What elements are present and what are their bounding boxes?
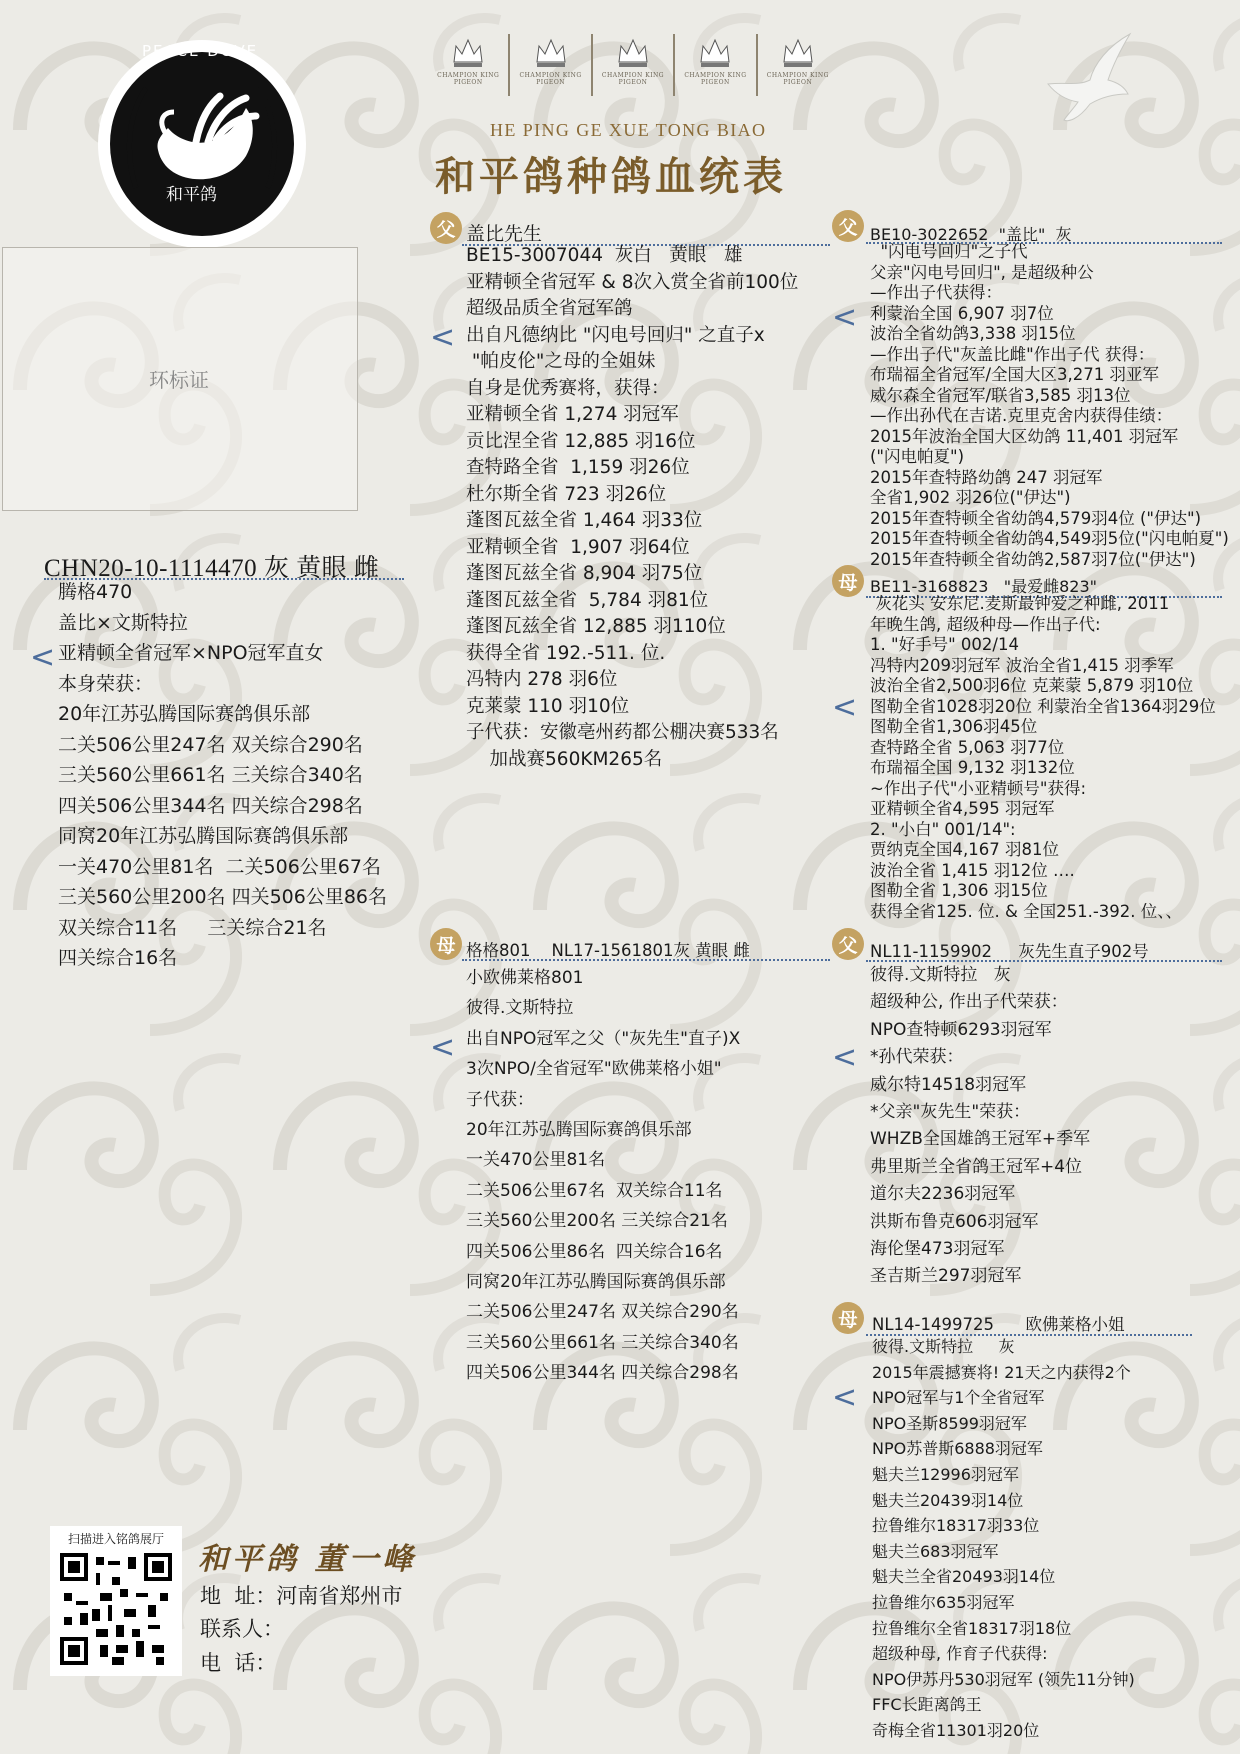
crown-item (758, 34, 838, 96)
page-title: 和平鸽种鸽血统表 (435, 153, 787, 200)
crown-item (675, 34, 757, 96)
dam-sire-line: 洪斯布鲁克606羽冠军 (870, 1211, 1039, 1232)
crown-item (593, 34, 675, 96)
dam-line: 子代获： (466, 1089, 534, 1110)
dam-dam-header: NL14-1499725 欧佛莱格小姐 (872, 1315, 1125, 1334)
dam-sire-line: 彼得.文斯特拉 灰 (870, 965, 1011, 985)
bracket-dam-sire: < (832, 1040, 858, 1075)
sire-sire-badge: 父 (832, 210, 864, 242)
sire-dam-line: 冯特内209羽冠军 波治全省1,415 羽季军 (870, 655, 1174, 675)
sire-line: 蓬图瓦兹全省 1,464 羽33位 (466, 510, 703, 531)
sire-line: 蓬图瓦兹全省 12,885 羽110位 (466, 616, 726, 637)
dam-sire-line: 海伦堡473羽冠军 (870, 1239, 1005, 1260)
sire-line: BE15-3007044 灰白 黄眼 雄 (466, 245, 743, 266)
pigeon-line: 三关560公里661名 三关综合340名 (58, 764, 363, 786)
pigeon-line: 二关506公里247名 双关综合290名 (58, 733, 363, 756)
dam-dam-line: FFC长距离鸽王 (872, 1695, 982, 1715)
dam-line: 二关506公里67名 双关综合11名 (466, 1180, 723, 1201)
dam-info (466, 963, 740, 1389)
sire-sire-info (870, 242, 1229, 570)
sire-dam-line: ~作出子代"小亚精顿号"获得: (870, 778, 1087, 798)
pigeon-line: 本身荣获： (58, 672, 154, 695)
sire-sire-line: 利蒙治全国 6,907 羽7位 (870, 303, 1054, 323)
sire-dam-info (870, 594, 1216, 922)
sire-line: 出自凡德纳比 "闪电号回归" 之直子x (466, 324, 765, 346)
dam-line: 四关506公里86名 四关综合16名 (466, 1241, 723, 1262)
dam-dam-line: 拉鲁维尔全省18317羽18位 (872, 1618, 1072, 1638)
crown-caption: CHAMPION KING PIGEON (766, 72, 829, 86)
sire-dam-header: BE11-3168823 "最爱雌823" (870, 577, 1097, 596)
sire-line: 查特路全省 1,159 羽26位 (466, 457, 690, 478)
sire-line: 超级品质全省冠军鸽 (466, 298, 633, 319)
bracket-left: < (30, 640, 56, 675)
crown-caption: CHAMPION KING PIGEON (519, 72, 582, 86)
pigeon-info (58, 577, 387, 974)
dam-sire-info (870, 962, 1090, 1291)
dam-sire-line: NPO查特顿6293羽冠军 (870, 1019, 1052, 1040)
dam-line: 一关470公里81名 (466, 1150, 606, 1171)
dam-dam-line: NPO苏普斯6888羽冠军 (872, 1439, 1043, 1459)
dam-line: 20年江苏弘腾国际赛鸽俱乐部 (466, 1120, 692, 1141)
footer-address: 地 址：河南省郑州市 (200, 1584, 403, 1608)
crown-icon (448, 34, 488, 70)
crown-caption: CHAMPION KING PIGEON (601, 72, 665, 86)
sire-dam-line: 波治全省2,500羽6位 克莱蒙 5,879 羽10位 (870, 676, 1194, 695)
footer-phone: 电 话： (200, 1651, 277, 1675)
dam-dam-line: 魁夫兰12996羽冠军 (872, 1464, 1019, 1484)
dam-line: 同窝20年江苏弘腾国际赛鸽俱乐部 (466, 1272, 726, 1293)
sire-line: 自身是优秀赛将，获得： (466, 377, 670, 399)
dam-sire-header: NL11-1159902 灰先生直子902号 (870, 942, 1149, 961)
sire-name: 盖比先生 (466, 223, 543, 245)
dam-dam-line: 彼得.文斯特拉 灰 (872, 1337, 1015, 1356)
sire-dam-line: 图勒全省 1,306 羽15位 (870, 881, 1048, 900)
crown-icon (695, 34, 735, 70)
dam-dam-line: 2015年震撼赛将! 21天之内获得2个 (872, 1362, 1131, 1382)
pigeon-line: 一关470公里81名 二关506公里67名 (58, 855, 381, 878)
dam-underline (462, 959, 830, 961)
dam-sire-line: 圣吉斯兰297羽冠军 (870, 1266, 1022, 1287)
sire-line: 贡比涅全省 12,885 羽16位 (466, 430, 696, 452)
sire-line: 亚精顿全省 1,907 羽64位 (466, 536, 690, 558)
dam-sire-badge: 父 (832, 928, 864, 960)
dam-sire-line: *孙代荣获： (870, 1047, 964, 1068)
dam-line: 小欧佛莱格801 (466, 968, 584, 988)
bracket-sire-dam: < (832, 690, 858, 725)
sire-dam-line: 2. "小白" 001/14": (870, 819, 1016, 839)
sire-dam-line: 查特路全省 5,063 羽77位 (870, 737, 1065, 757)
sire-sire-line: "闪电号回归"之子代 (870, 242, 1028, 261)
sire-line: 获得全省 192.-511. 位. (466, 642, 666, 664)
sire-sire-line: 威尔森全省冠军/联省3,585 羽13位 (870, 385, 1131, 405)
sire-dam-line: 年晚生鸽, 超级种母—作出子代: (870, 614, 1101, 634)
sire-line: 加战赛560KM265名 (466, 748, 663, 770)
sire-dam-line: 获得全省125. 位. & 全国251.-392. 位、、 (870, 901, 1183, 921)
sire-dam-line: 图勒全省1,306羽45位 (870, 717, 1038, 736)
sire-badge: 父 (430, 212, 462, 244)
sire-sire-line: 布瑞福全省冠军/全国大区3,271 羽亚军 (870, 365, 1160, 384)
footer-breeder-name: 和平鸽 董一峰 (198, 1542, 417, 1577)
dam-dam-line: NPO圣斯8599羽冠军 (872, 1413, 1027, 1433)
sire-sire-line: 2015年波治全国大区幼鸽 11,401 羽冠军 (870, 426, 1179, 446)
sire-dam-line: 灰花头 安东尼.麦斯最钟爱之种雌, 2011 (870, 594, 1170, 613)
dam-dam-line: NPO伊苏丹530羽冠军 (领先11分钟) (872, 1669, 1135, 1689)
sire-dam-line: 波治全省 1,415 羽12位 …. (870, 860, 1075, 880)
sire-line: 杜尔斯全省 723 羽26位 (466, 483, 667, 505)
logo-ring-text: PEACE DOVE (142, 42, 259, 60)
ring-certificate-label: 环标证 (149, 368, 209, 392)
dam-line: 四关506公里344名 四关综合298名 (466, 1363, 739, 1384)
sire-sire-line: 2015年查特顿全省幼鸽2,587羽7位("伊达") (870, 549, 1196, 569)
sire-sire-line: —作出子代获得： (870, 283, 1002, 302)
bracket-dam: < (430, 1030, 456, 1065)
pigeon-line: 20年江苏弘腾国际赛鸽俱乐部 (58, 703, 311, 725)
sire-sire-line: 全省1,902 羽26位("伊达") (870, 488, 1071, 507)
dam-dam-line: 魁夫兰全省20493羽14位 (872, 1567, 1056, 1587)
crown-icon (613, 34, 653, 70)
crown-caption: CHAMPION KING PIGEON (437, 72, 500, 86)
dam-dam-line: 拉鲁维尔18317羽33位 (872, 1516, 1040, 1536)
dam-dam-line: 拉鲁维尔635羽冠军 (872, 1592, 1015, 1612)
pigeon-id: CHN20-10-1114470 灰 黄眼 雌 (44, 555, 380, 582)
sire-sire-line: 2015年查特顿全省幼鸽4,579羽4位 ("伊达") (870, 508, 1202, 528)
dam-dam-line: 超级种母, 作育子代获得: (872, 1644, 1048, 1664)
sire-sire-header: BE10-3022652 "盖比" 灰 (870, 225, 1072, 244)
dam-sire-line: WHZB全国雄鸽王冠军+季军 (870, 1129, 1091, 1150)
dam-sire-line: 威尔特14518羽冠军 (870, 1074, 1027, 1095)
dam-line: 出自NPO冠军之父（"灰先生"直子)X (466, 1028, 741, 1049)
crown-icon (778, 34, 818, 70)
sire-sire-line: 父亲"闪电号回归", 是超级种公 (870, 262, 1094, 282)
sire-line: 亚精顿全省冠军 & 8次入赏全省前100位 (466, 271, 799, 293)
sire-dam-line: 图勒全省1028羽20位 利蒙治全省1364羽29位 (870, 696, 1216, 716)
sire-sire-line: ("闪电帕夏") (870, 447, 965, 466)
sire-sire-line: —作出子代"灰盖比雌"作出子代 获得： (870, 344, 1155, 364)
bracket-sire: < (430, 320, 456, 355)
dam-sire-line: 弗里斯兰全省鸽王冠军+4位 (870, 1156, 1083, 1177)
dam-line: 3次NPO/全省冠军"欧佛莱格小姐" (466, 1059, 722, 1080)
sire-sire-line: 2015年查特路幼鸽 247 羽冠军 (870, 467, 1103, 487)
pigeon-line: 双关综合11名 三关综合21名 (58, 916, 327, 939)
pigeon-line: 三关560公里200名 四关506公里86名 (58, 886, 388, 908)
dam-header: 格格801 NL17-1561801灰 黄眼 雌 (466, 941, 750, 960)
crown-item (510, 34, 592, 96)
crown-caption: CHAMPION KING PIGEON (684, 72, 747, 86)
peace-dove-logo (96, 38, 308, 250)
dam-badge: 母 (430, 928, 462, 960)
sire-dam-line: 贾纳克全国4,167 羽81位 (870, 840, 1059, 859)
dam-sire-line: *父亲"灰先生"荣获： (870, 1102, 1031, 1123)
pigeon-line: 腾格470 (58, 581, 133, 603)
pigeon-line: 亚精顿全省冠军×NPO冠军直女 (58, 642, 324, 664)
crown-item (428, 34, 510, 96)
sire-line: 蓬图瓦兹全省 8,904 羽75位 (466, 563, 703, 584)
dam-dam-line: 奇梅全省11301羽20位 (872, 1720, 1040, 1740)
dam-dam-line: NPO冠军与1个全省冠军 (872, 1388, 1045, 1408)
dam-sire-line: 超级种公, 作出子代荣获： (870, 992, 1068, 1013)
logo-cn-text: 和平鸽 (166, 185, 217, 205)
dam-line: 三关560公里661名 三关综合340名 (466, 1332, 739, 1353)
sire-line: 克莱蒙 110 羽10位 (466, 695, 630, 717)
pigeon-line: 同窝20年江苏弘腾国际赛鸽俱乐部 (58, 825, 349, 847)
sire-dam-line: 亚精顿全省4,595 羽冠军 (870, 799, 1055, 818)
qr-label: 扫描进入铭鸽展厅 (67, 1532, 164, 1546)
sire-info (466, 243, 798, 773)
sire-line: 亚精顿全省 1,274 羽冠军 (466, 404, 679, 425)
qr-code-panel[interactable] (50, 1526, 182, 1676)
dam-dam-line: 魁夫兰683羽冠军 (872, 1541, 999, 1561)
sire-line: 子代获：安徽亳州药都公棚决赛533名 (466, 722, 779, 743)
bracket-sire-sire: < (832, 300, 858, 335)
sire-dam-badge: 母 (832, 565, 864, 597)
dam-dam-line: 魁夫兰20439羽14位 (872, 1490, 1024, 1510)
dam-dam-badge: 母 (832, 1302, 864, 1334)
dove-icon (1038, 24, 1138, 124)
qr-code-icon[interactable] (60, 1553, 172, 1665)
sire-dam-line: 布瑞福全国 9,132 羽132位 (870, 758, 1075, 777)
pigeon-line: 四关综合16名 (58, 947, 178, 969)
sire-line: 冯特内 278 羽6位 (466, 669, 618, 690)
dam-line: 三关560公里200名 三关综合21名 (466, 1211, 728, 1232)
pigeon-line: 盖比×文斯特拉 (58, 611, 188, 634)
crown-strip (428, 34, 838, 96)
sire-dam-line: 1. "好手号" 002/14 (870, 635, 1019, 654)
dam-line: 二关506公里247名 双关综合290名 (466, 1302, 739, 1323)
sire-line: 蓬图瓦兹全省 5,784 羽81位 (466, 589, 709, 611)
crown-icon (531, 34, 571, 70)
sire-sire-line: —作出孙代在吉诺.克里克舍内获得佳绩： (870, 406, 1173, 425)
dam-line: 彼得.文斯特拉 (466, 998, 574, 1019)
sire-sire-line: 2015年查特顿全省幼鸽4,549羽5位("闪电帕夏") (870, 529, 1229, 548)
dam-dam-info (872, 1334, 1135, 1744)
bracket-dam-dam: < (832, 1380, 858, 1415)
footer-contact: 联系人： (200, 1617, 284, 1641)
title-pinyin: HE PING GE XUE TONG BIAO (490, 120, 767, 140)
sire-sire-line: 波治全省幼鸽3,338 羽15位 (870, 324, 1076, 343)
pigeon-line: 四关506公里344名 四关综合298名 (58, 794, 363, 817)
sire-line: "帕皮伦"之母的全姐妹 (466, 351, 656, 372)
dam-sire-line: 道尔夫2236羽冠军 (870, 1184, 1016, 1205)
